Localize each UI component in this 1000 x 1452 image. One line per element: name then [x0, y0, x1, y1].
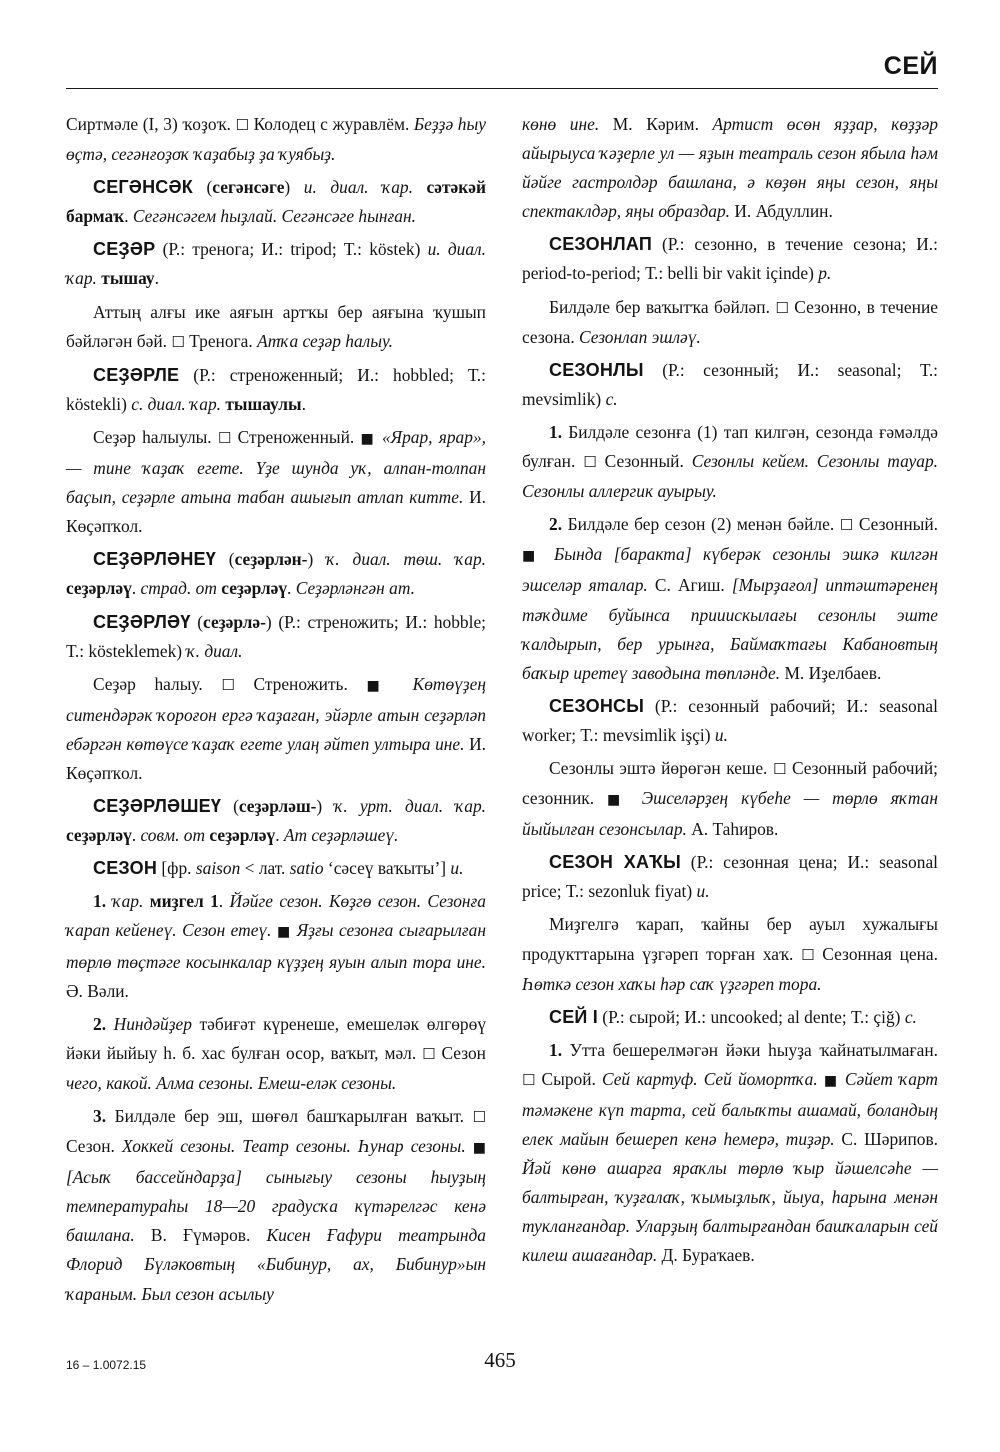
example-marker: ■: [606, 792, 629, 809]
entry-text: М. Иҙелбаев.: [780, 662, 882, 683]
dictionary-entry: [522, 356, 938, 414]
gloss-word: сеҙәрләү: [221, 578, 288, 599]
entry-text: .: [275, 825, 284, 846]
gloss-word: сеҙәрләү: [66, 825, 132, 846]
headword: СЕҘӘРЛЕ: [93, 364, 180, 385]
dictionary-entry: [66, 1102, 486, 1309]
italic-text: Яҙғы сезонға сығарылған төрлө төҫтәге косынкалар күҙҙең яуын алып тора ине.: [66, 920, 486, 972]
dictionary-entry: [522, 510, 938, 688]
entry-text: Сезонный.: [596, 451, 692, 472]
italic-text: Ат сеҙәрләшеү.: [283, 825, 399, 846]
gloss-word: сеҙәрләү: [66, 578, 132, 599]
dictionary-entry: [522, 230, 938, 288]
dictionary-entry: [522, 1036, 938, 1271]
entry-text: (Р.: сезонная цена; И.: seasonal price; Т.: sezonluk fiyat): [522, 852, 939, 902]
entry-text: Колодец с журавлём.: [248, 114, 414, 134]
dictionary-entry: [522, 418, 938, 506]
headword: СЕЗОН ХАҠЫ: [549, 852, 681, 873]
entry-text: (Р.: сезонно, в течение сезона; И.: period-to-period; Т.: belli bir vakit içinde): [522, 234, 938, 284]
entry-text: Сезонная цена.: [814, 943, 938, 964]
translation-marker: ☐: [522, 1070, 536, 1089]
translation-marker: ☐: [217, 428, 232, 447]
dictionary-entry: [522, 692, 938, 750]
dictionary-entry: [66, 110, 486, 169]
gloss-word: 3.: [93, 1106, 115, 1126]
gloss-word: сеҙәрлә-: [203, 611, 266, 632]
entry-text: [542, 544, 554, 564]
example-marker: ■: [823, 1072, 839, 1089]
headword: СЕҘӘРЛӘҮ: [93, 611, 191, 632]
entry-text: Билдәле бер ваҡытҡа бәйләп.: [549, 296, 776, 317]
entry-text: [фр.: [157, 858, 196, 879]
italic-text: Йәй көнө ашарға яраҡлы төрлө ҡыр йәшелсәһе — балтырған, ҡуҙғалаҡ, ҡымыҙлыҡ, йыуа, һарына менән тукланғандар. Уларҙың балтырғандан башҡаларын сей килеш ашағандар.: [522, 1158, 938, 1266]
entry-text: .: [287, 578, 296, 599]
dictionary-entry: [522, 754, 938, 844]
italic-text: ҡ. урт. диал. ҡар.: [334, 796, 487, 817]
signature-code: 16 – 1.0072.15: [66, 1358, 147, 1372]
entry-text: [466, 1136, 473, 1156]
entry-text: Тренога.: [184, 330, 258, 351]
entry-text: С. Агиш.: [647, 575, 732, 596]
gloss-word: тышау: [101, 268, 155, 289]
translation-marker: ☐: [472, 1108, 486, 1126]
entry-text: Сезонлы эштә йөрөгән кеше.: [549, 757, 773, 778]
headword: СЕҘӘР: [93, 239, 156, 260]
entry-text: И. Көҫәпҡол.: [66, 733, 486, 783]
entry-text: ): [307, 549, 327, 570]
entry-text: ): [284, 177, 304, 198]
entry-text: Сезонный.: [853, 514, 938, 535]
italic-text: Бында [баракта] күберәк сезонлы эшкә килгән эшселәр яталар.: [522, 544, 939, 596]
italic-text: Эшселәрҙең күбеһе — төрлө яҡтан йыйылған сезонсылар.: [522, 788, 938, 840]
entry-text: (Р.: сырой; И.: uncooked; al dente; Т.: çiğ): [597, 1006, 905, 1027]
italic-text: Хоккей сезоны. Театр сезоны. Һунар сезоны.: [121, 1136, 466, 1157]
entry-text: Сырой.: [535, 1068, 602, 1089]
left-column: [66, 110, 486, 1313]
page-number: 465: [484, 1348, 516, 1372]
dictionary-entry: [66, 361, 486, 419]
italic-text: Кисен Ғафури театрында Флорид Бүләковтың «Бибинур, ах, Бибинур»ын ҡараным. Был сезон асылыу: [66, 1225, 486, 1304]
entry-text: тәбиғәт күренеше, емешеләк өлгөрөү йәки йыйыу һ. б. хас булған осор, ваҡыт, мәл.: [66, 1013, 487, 1063]
italic-text: Ниндәйҙер: [113, 1013, 192, 1034]
gloss-word: сәтәкәй бармаҡ: [66, 177, 486, 227]
italic-text: совм. от: [140, 825, 206, 846]
entry-text: И. Абдуллин.: [730, 201, 833, 222]
entry-text: .: [154, 268, 159, 289]
entry-text: В. Ғүмәров.: [134, 1225, 267, 1246]
italic-text: ҡар.: [112, 891, 144, 912]
translation-marker: ☐: [775, 298, 789, 317]
entry-text: Сеҙәр һалыулы.: [93, 426, 218, 447]
right-column: [522, 110, 938, 1275]
headword: СЕЗОН: [93, 858, 158, 879]
headword: СЕЗОНСЫ: [549, 695, 645, 716]
italic-text: Сей картуф. Сей йомортҡа.: [601, 1068, 818, 1089]
headword: СЕҘӘРЛӘШЕҮ: [93, 796, 222, 817]
gloss-word: 2.: [549, 514, 568, 535]
example-marker: ■: [472, 1140, 486, 1157]
italic-text: с. диал. ҡар.: [131, 393, 222, 414]
headword: СЕЗОНЛЫ: [549, 359, 644, 380]
entry-text: Сиртмәле (I, 3) ҡоҙоҡ.: [66, 114, 236, 134]
gloss-word: миҙгел 1: [149, 891, 219, 912]
example-marker: ■: [522, 548, 543, 565]
dictionary-entry: [66, 298, 486, 357]
entry-text: [394, 674, 413, 694]
entry-text: ) (Р.: стреножить; И.: hobble; Т.: kösteklemek): [66, 611, 487, 661]
italic-text: Беҙҙә һыу өҫтә, сегәнғоҙоҡ ҡаҙабыҙ ҙа ҡуябыҙ.: [66, 114, 486, 165]
entry-text: Сезон: [435, 1042, 486, 1063]
entry-text: .: [124, 206, 133, 227]
entry-text: (Р.: сезонный; И.: seasonal; Т.: mevsimlik): [522, 359, 938, 409]
entry-text: .: [131, 825, 141, 846]
entry-text: .: [218, 891, 230, 912]
italic-text: Сеҙәрләнгән ат.: [295, 578, 415, 599]
entry-text: Стреножить.: [234, 673, 367, 694]
translation-marker: ☐: [801, 945, 815, 964]
dictionary-entry: [66, 545, 486, 603]
entry-text: ‘сәсеү ваҡыты’]: [323, 858, 451, 879]
entry-text: (Р.: сезонный рабочий; И.: seasonal worker; Т.: mevsimlik işçi): [522, 695, 938, 745]
italic-text: и.: [450, 858, 464, 879]
italic-text: Йәйге сезон. Көҙгө сезон. Сезонға ҡарап кейенеү. Сезон етеү.: [66, 891, 486, 941]
dictionary-entry: [522, 110, 938, 226]
dictionary-entry: [66, 173, 486, 231]
headword: СЕЙ I: [549, 1006, 598, 1027]
headword: СЕЗОНЛАП: [549, 234, 652, 255]
entry-text: [413, 177, 427, 197]
italic-text: Сегәнсәгем һыҙлай. Сегәнсәге һынған.: [132, 206, 416, 227]
italic-text: Сезонлы кейем. Сезонлы тауар. Сезонлы аллергик ауырыу.: [522, 451, 939, 502]
entry-text: Миҙгелгә ҡарап, ҡайны бер ауыл хужалығы продукттарына үҙгәреп торған хаҡ.: [522, 914, 938, 964]
entry-text: М. Кәрим.: [599, 114, 713, 134]
entry-text: (: [215, 549, 235, 570]
dictionary-entry: [66, 608, 486, 666]
translation-marker: ☐: [772, 759, 787, 778]
dictionary-entry: [522, 1003, 938, 1032]
translation-marker: ☐: [839, 516, 854, 535]
entry-text: Утта бешерелмәгән йәки һыуҙа ҡайнатылмаған.: [569, 1039, 938, 1060]
italic-text: и.: [714, 724, 728, 745]
italic-text: с.: [605, 388, 618, 409]
italic-text: [Асыҡ бассейндарҙа] сынығыу сезоны һыуҙың температураһы 18—20 градусҡа күтәрелгәс кенә башлана.: [66, 1167, 486, 1246]
translation-marker: ☐: [171, 332, 185, 351]
entry-text: Билдәле бер эш, шөғөл башҡарылған ваҡыт.: [114, 1106, 473, 1126]
italic-text: «Ярар, ярар»,— тине ҡаҙаҡ егете. Үҙе шунда уҡ, алпан-толпан баҫып, сеҙәрле атына табан ашығып атлап китте.: [66, 426, 486, 508]
gloss-word: 1.: [549, 421, 569, 442]
gloss-word: 1.: [549, 1039, 570, 1060]
entry-text: И. Көҫәпҡол.: [66, 487, 486, 537]
dictionary-entry: [66, 670, 486, 788]
italic-text: [Мырҙағол] иптәштәренең тәҡдиме буйынса прииискылағы сезонлы эште ҡалдырып, бер урынға, Баймаҡтағы Кабановтың баҡыр иретеү заводына төпләнде.: [522, 575, 939, 683]
translation-marker: ☐: [422, 1044, 436, 1063]
example-marker: ■: [276, 924, 292, 941]
entry-text: (: [221, 796, 239, 817]
italic-text: р.: [818, 263, 832, 284]
entry-text: .: [131, 578, 141, 599]
italic-text: Көтөүҙең ситендәрәк ҡороғон ергә ҡаҙаған, эйәрле атын сеҙәрләп ебәргән көтөүсе ҡаҙаҡ егете улаң әйтеп ултыра ине.: [66, 673, 486, 754]
italic-text: и. диал. ҡар.: [66, 239, 486, 289]
example-marker: ■: [360, 430, 376, 447]
gloss-word: 2.: [93, 1013, 114, 1034]
entry-text: .: [301, 393, 306, 414]
dictionary-entry: [66, 235, 486, 293]
entry-text: (Р.: стреноженный; И.: hobbled; Т.: köstekli): [66, 364, 486, 414]
entry-text: < лат.: [240, 858, 290, 879]
translation-marker: ☐: [235, 116, 249, 134]
entry-text: Аттың алғы ике аяғын артҡы бер аяғына ҡушып бәйләгән бәй.: [66, 301, 486, 351]
entry-text: [629, 788, 642, 808]
entry-text: Ә. Вәли.: [66, 980, 129, 1001]
entry-text: С. Шәрипов.: [834, 1129, 939, 1150]
headword: СЕҘӘРЛӘНЕҮ: [93, 549, 216, 570]
italic-text: ҡ. диал.: [186, 640, 243, 661]
dictionary-entry: [66, 423, 486, 541]
italic-text: Артист өсөн яҙҙар, көҙҙәр айырыуса ҡәҙерле ул — яҙын театраль сезон ябыла һәм йәйге гастролдәр башлана, ә көҙөн яңы сезон, яңы спектаклдәр, яңы образдар.: [522, 114, 938, 222]
running-head: СЕЙ: [883, 52, 938, 80]
entry-text: Стреноженный.: [231, 426, 361, 447]
entry-text: (Р.: тренога; И.: tripod; Т.: köstek): [155, 239, 428, 260]
italic-text: көнө ине.: [522, 114, 600, 134]
italic-text: saison: [195, 858, 241, 879]
italic-text: satio: [289, 858, 324, 879]
gloss-word: 1.: [93, 891, 113, 912]
entry-text: ): [316, 796, 335, 817]
entry-text: А. Таһиров.: [686, 819, 779, 840]
example-marker: ■: [366, 677, 395, 694]
gloss-word: сеҙәрләү: [209, 825, 276, 846]
italic-text: Сәйет ҡарт тәмәкене күп тарта, сей балыҡты ашамай, боландың елек майын бешереп кенә һемерә, тиҙәр.: [522, 1068, 938, 1150]
italic-text: Һөткә сезон хаҡы һәр саҡ үҙгәреп тора.: [522, 973, 822, 994]
italic-text: страд. от: [140, 578, 217, 599]
gloss-word: сегәнсәге: [212, 177, 285, 198]
italic-text: Сезонлап эшләү.: [579, 326, 701, 347]
translation-marker: ☐: [221, 675, 235, 694]
entry-text: Билдәле бер сезон (2) менән бәйле.: [567, 514, 840, 535]
entry-text: Сеҙәр һалыу.: [93, 673, 222, 694]
headword: СЕГӘНСӘК: [93, 177, 193, 198]
dictionary-entry: [522, 848, 938, 906]
gloss-word: сеҙәрлән-: [234, 549, 308, 570]
dictionary-entry: [66, 854, 486, 883]
entry-text: Сезонно, в течение сезона.: [522, 296, 938, 347]
dictionary-entry: [522, 910, 938, 998]
gloss-word: сеҙәрләш-: [238, 796, 317, 817]
entry-text: (: [192, 177, 213, 198]
entry-text: Сезон.: [66, 1136, 122, 1157]
entry-text: (: [190, 611, 204, 632]
italic-text: и. диал. ҡар.: [303, 177, 413, 198]
entry-text: Д. Бураҡаев.: [657, 1245, 755, 1266]
header-rule: [66, 88, 938, 89]
italic-text: ҡ. диал. төш. ҡар.: [326, 549, 486, 570]
dictionary-entry: [66, 887, 486, 1005]
translation-marker: ☐: [583, 453, 597, 472]
dictionary-entry: [66, 792, 486, 850]
italic-text: и.: [696, 881, 710, 902]
dictionary-entry: [522, 293, 938, 352]
italic-text: чего, какой. Алма сезоны. Емеш-еләк сезоны.: [66, 1072, 397, 1093]
dictionary-entry: [66, 1010, 486, 1098]
entry-text: Билдәле сезонға (1) тап килгән, сезонда ғәмәлдә булған.: [522, 421, 939, 472]
italic-text: с.: [904, 1006, 917, 1027]
entry-text: Сезонный рабочий; сезонник.: [522, 757, 938, 809]
italic-text: Атҡа сеҙәр һалыу.: [257, 330, 393, 351]
gloss-word: тышаулы: [225, 393, 302, 414]
